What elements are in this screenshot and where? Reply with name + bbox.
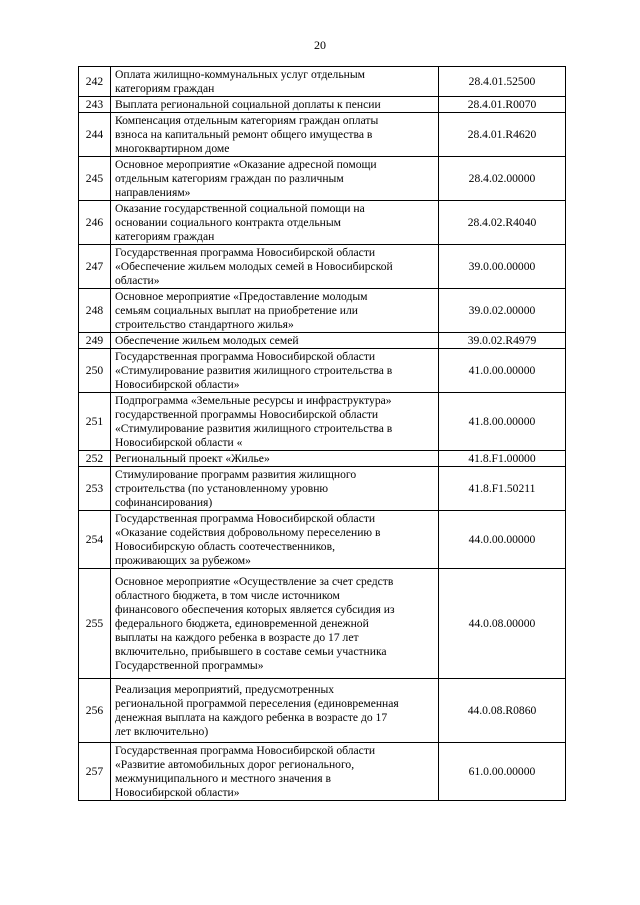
row-description bbox=[111, 349, 439, 393]
row-number: 256 bbox=[79, 679, 111, 743]
row-description-text: Региональный проект «Жилье» bbox=[115, 451, 270, 465]
row-description-text: Обеспечение жильем молодых семей bbox=[115, 333, 299, 347]
row-code: 41.8.00.00000 bbox=[439, 393, 566, 451]
row-code: 44.0.08.R0860 bbox=[439, 679, 566, 743]
table-row bbox=[79, 67, 566, 97]
table-row bbox=[79, 113, 566, 157]
row-code: 44.0.08.00000 bbox=[439, 569, 566, 679]
row-number: 250 bbox=[79, 349, 111, 393]
row-description bbox=[111, 511, 439, 569]
row-code: 28.4.02.00000 bbox=[439, 157, 566, 201]
row-number: 242 bbox=[79, 67, 111, 97]
row-number: 249 bbox=[79, 333, 111, 349]
row-code: 28.4.01.R0070 bbox=[439, 97, 566, 113]
row-description bbox=[111, 679, 439, 743]
row-code: 39.0.02.R4979 bbox=[439, 333, 566, 349]
table-row bbox=[79, 97, 566, 113]
row-number: 257 bbox=[79, 743, 111, 801]
row-code: 28.4.01.R4620 bbox=[439, 113, 566, 157]
row-code: 28.4.01.52500 bbox=[439, 67, 566, 97]
row-description bbox=[111, 393, 439, 451]
row-description-text: Основное мероприятие «Предоставление молодым семьям социальных выплат на приобретение или строительство стандартного жилья» bbox=[115, 289, 368, 331]
row-number: 251 bbox=[79, 393, 111, 451]
row-description-text: Государственная программа Новосибирской области «Развитие автомобильных дорог регионального, межмуниципального и местного значения в Новосибирской области» bbox=[115, 743, 376, 799]
row-description bbox=[111, 743, 439, 801]
row-description bbox=[111, 113, 439, 157]
row-code: 41.8.F1.00000 bbox=[439, 451, 566, 467]
row-description bbox=[111, 333, 439, 349]
row-code: 44.0.00.00000 bbox=[439, 511, 566, 569]
row-description bbox=[111, 67, 439, 97]
row-number: 243 bbox=[79, 97, 111, 113]
row-number: 247 bbox=[79, 245, 111, 289]
row-code: 28.4.02.R4040 bbox=[439, 201, 566, 245]
row-code: 41.8.F1.50211 bbox=[439, 467, 566, 511]
table-row bbox=[79, 245, 566, 289]
page-number: 20 bbox=[314, 38, 326, 52]
table-row bbox=[79, 393, 566, 451]
row-code: 41.0.00.00000 bbox=[439, 349, 566, 393]
table-row bbox=[79, 743, 566, 801]
row-description bbox=[111, 289, 439, 333]
row-description bbox=[111, 245, 439, 289]
row-number: 246 bbox=[79, 201, 111, 245]
table-row bbox=[79, 349, 566, 393]
row-description-text: Реализация мероприятий, предусмотренных региональной программой переселения (единовременная денежная выплата на каждого ребенка в возрасте до 17 лет включительно) bbox=[115, 682, 399, 738]
row-number: 253 bbox=[79, 467, 111, 511]
row-description-text: Государственная программа Новосибирской области «Обеспечение жильем молодых семей в Новосибирской области» bbox=[115, 245, 393, 287]
row-description bbox=[111, 451, 439, 467]
row-code: 39.0.02.00000 bbox=[439, 289, 566, 333]
row-number: 255 bbox=[79, 569, 111, 679]
budget-classification-table bbox=[78, 66, 566, 801]
row-number: 254 bbox=[79, 511, 111, 569]
row-number: 244 bbox=[79, 113, 111, 157]
table-row bbox=[79, 569, 566, 679]
table-row bbox=[79, 451, 566, 467]
row-description-text: Государственная программа Новосибирской области «Оказание содействия добровольному переселению в Новосибирскую область соотечественников, проживающих за рубежом» bbox=[115, 511, 381, 567]
row-description-text: Оказание государственной социальной помощи на основании социального контракта отдельным категориям граждан bbox=[115, 201, 365, 243]
row-description bbox=[111, 97, 439, 113]
row-number: 245 bbox=[79, 157, 111, 201]
row-description-text: Государственная программа Новосибирской области «Стимулирование развития жилищного строительства в Новосибирской области» bbox=[115, 349, 393, 391]
row-number: 248 bbox=[79, 289, 111, 333]
table-body bbox=[79, 67, 566, 801]
row-description bbox=[111, 201, 439, 245]
row-description-text: Оплата жилищно-коммунальных услуг отдельным категориям граждан bbox=[115, 67, 365, 95]
row-number: 252 bbox=[79, 451, 111, 467]
row-description bbox=[111, 157, 439, 201]
row-description-text: Выплата региональной социальной доплаты к пенсии bbox=[115, 97, 381, 111]
row-description bbox=[111, 467, 439, 511]
row-code: 39.0.00.00000 bbox=[439, 245, 566, 289]
table-row bbox=[79, 467, 566, 511]
table-row bbox=[79, 679, 566, 743]
row-description-text: Компенсация отдельным категориям граждан оплаты взноса на капитальный ремонт общего имущества в многоквартирном доме bbox=[115, 113, 379, 155]
table-row bbox=[79, 201, 566, 245]
row-description-text: Основное мероприятие «Осуществление за счет средств областного бюджета, в том числе источником финансового обеспечения которых является субсидия из федерального бюджета, единовременной денежной выплаты на каждого ребенка в возрасте до 17 лет включительно, прибывшего в составе семьи участника Государственной программы» bbox=[115, 574, 395, 672]
table-row bbox=[79, 511, 566, 569]
table-row bbox=[79, 289, 566, 333]
table-row bbox=[79, 333, 566, 349]
table-row bbox=[79, 157, 566, 201]
row-description-text: Стимулирование программ развития жилищного строительства (по установленному уровню софинансирования) bbox=[115, 467, 357, 509]
row-description bbox=[111, 569, 439, 679]
row-description-text: Подпрограмма «Земельные ресурсы и инфраструктура» государственной программы Новосибирской области «Стимулирование развития жилищного строительства в Новосибирской области « bbox=[115, 393, 393, 449]
row-code: 61.0.00.00000 bbox=[439, 743, 566, 801]
row-description-text: Основное мероприятие «Оказание адресной помощи отдельным категориям граждан по различным направлениям» bbox=[115, 157, 377, 199]
